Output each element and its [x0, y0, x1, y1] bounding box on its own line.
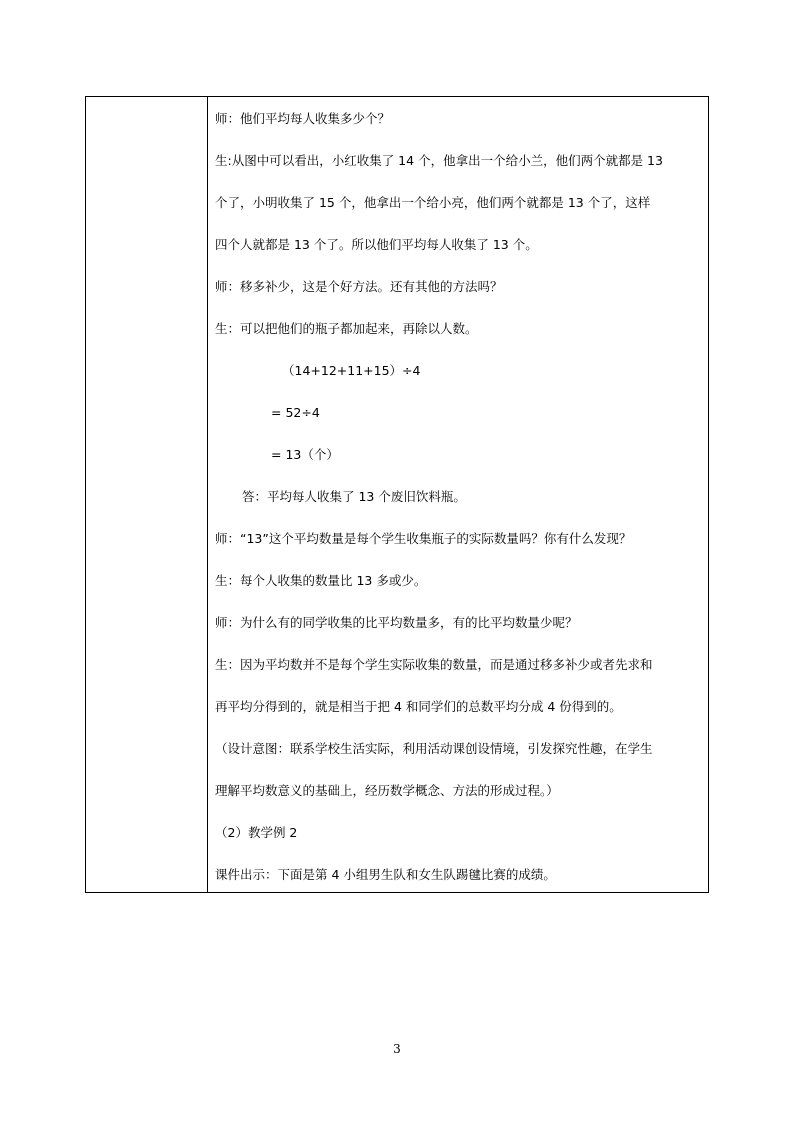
equation-line-1: （14+12+11+15）÷4	[282, 363, 421, 378]
table-left-cell	[86, 97, 208, 892]
text-line-13: 师：为什么有的同学收集的比平均数量多，有的比平均数量少呢？	[215, 615, 578, 630]
design-note-line-2: 理解平均数意义的基础上，经历数学概念、方法的形成过程。）	[215, 783, 559, 798]
text-line-12: 生：每个人收集的数量比 13 多或少。	[215, 573, 427, 588]
text-line-5: 师：移多补少，这是个好方法。还有其他的方法吗？	[215, 279, 503, 294]
section-heading: （2）教学例 2	[215, 825, 298, 840]
equation-line-2: = 52÷4	[271, 405, 320, 420]
design-note-line-1: （设计意图：联系学校生活实际，利用活动课创设情境，引发探究性趣，在学生	[215, 741, 653, 756]
text-line-19: 课件出示：下面是第 4 小组男生队和女生队踢毽比赛的成绩。	[215, 867, 556, 882]
text-line-15: 再平均分得到的，就是相当于把 4 和同学们的总数平均分成 4 份得到的。	[215, 699, 622, 714]
text-line-6: 生：可以把他们的瓶子都加起来，再除以人数。	[215, 321, 478, 336]
page-number: 3	[393, 1042, 401, 1056]
text-line-2: 生:从图中可以看出，小红收集了 14 个，他拿出一个给小兰，他们两个就都是 13	[215, 153, 663, 168]
text-line-11: 师：“13”这个平均数量是每个学生收集瓶子的实际数量吗？你有什么发现？	[215, 531, 632, 546]
equation-line-3: = 13（个）	[271, 447, 339, 462]
text-line-14: 生：因为平均数并不是每个学生实际收集的数量，而是通过移多补少或者先求和	[215, 657, 653, 672]
answer-line: 答：平均每人收集了 13 个废旧饮料瓶。	[242, 489, 466, 504]
text-line-4: 四个人就都是 13 个了。所以他们平均每人收集了 13 个。	[215, 237, 538, 252]
text-line-1: 师：他们平均每人收集多少个？	[215, 111, 391, 126]
text-line-3: 个了，小明收集了 15 个，他拿出一个给小亮，他们两个就都是 13 个了，这样	[215, 195, 651, 210]
